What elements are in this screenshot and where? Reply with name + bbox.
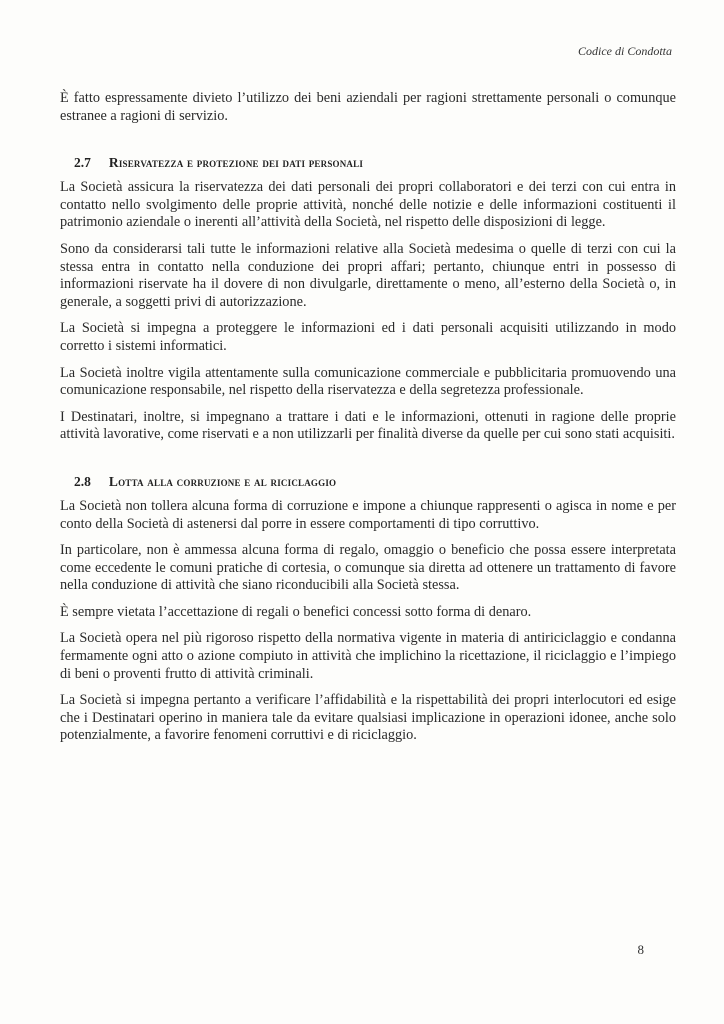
- section-paragraph: La Società opera nel più rigoroso rispetto della normativa vigente in materia di antiriciclaggio e condanna fermamente ogni atto o azione compiuto in attività che implichino la ricettazione, il riciclaggio e l’impiego di beni o proventi frutto di attività criminali.: [60, 630, 676, 682]
- section-paragraph: Sono da considerarsi tali tutte le informazioni relative alla Società medesima o quelle di terzi con cui la stessa entra in contatto nella conduzione dei propri affari; pertanto, chiunque entri in possesso di informazioni riservate ha il dovere di non divulgarle, direttamente o meno, all’esterno della Società o, in generale, a soggetti privi di autorizzazione.: [60, 240, 676, 310]
- section-title: Riservatezza e protezione dei dati personali: [108, 155, 364, 171]
- section-paragraph: La Società si impegna a proteggere le informazioni ed i dati personali acquisiti utilizzando in modo corretto i sistemi informatici.: [60, 320, 676, 354]
- section-heading-2-7: [74, 155, 676, 171]
- section-paragraph: I Destinatari, inoltre, si impegnano a trattare i dati e le informazioni, ottenuti in ragione delle proprie attività lavorative, come riservati e a non utilizzarli per finalità diverse da quelle per cui sono stati acquisiti.: [60, 408, 676, 443]
- section-number: 2.7: [74, 155, 91, 171]
- page-content: [60, 90, 676, 754]
- section-paragraph: La Società inoltre vigila attentamente sulla comunicazione commerciale e pubblicitaria promuovendo una comunicazione responsabile, nel rispetto della riservatezza e della segretezza professionale.: [60, 364, 676, 399]
- section-paragraph: In particolare, non è ammessa alcuna forma di regalo, omaggio o beneficio che possa essere interpretata come eccedente le comuni pratiche di cortesia, o comunque sia diretta ad ottenere un trattamento di favore nella conduzione di attività che siano riconducibili alla Società stessa.: [60, 542, 676, 594]
- section-paragraph: La Società si impegna pertanto a verificare l’affidabilità e la rispettabilità dei propri interlocutori ed esige che i Destinatari operino in maniera tale da evitare qualsiasi implicazione in operazioni idonee, anche solo potenzialmente, a favorire fenomeni corruttivi e di riciclaggio.: [60, 692, 676, 744]
- section-paragraph: La Società assicura la riservatezza dei dati personali dei propri collaboratori e dei terzi con cui entra in contatto nello svolgimento delle proprie attività, nonché delle notizie e delle informazioni costituenti il patrimonio aziendale o inerenti all’attività della Società, nel rispetto delle disposizioni di legge.: [60, 179, 676, 231]
- page-number: 8: [637, 942, 644, 957]
- section-paragraph: È sempre vietata l’accettazione di regali o benefici concessi sotto forma di denaro.: [60, 603, 532, 620]
- section-heading-2-8: [74, 474, 676, 490]
- section-paragraph: La Società non tollera alcuna forma di corruzione e impone a chiunque rappresenti o agisca in nome e per conto della Società di astenersi dal porre in essere comportamenti di tipo corruttivo.: [60, 497, 676, 532]
- section-title: Lotta alla corruzione e al riciclaggio: [108, 473, 337, 489]
- running-header: Codice di Condotta: [578, 44, 672, 58]
- section-number: 2.8: [74, 473, 91, 489]
- intro-paragraph: È fatto espressamente divieto l’utilizzo dei beni aziendali per ragioni strettamente personali o comunque estranee a ragioni di servizio.: [60, 90, 676, 124]
